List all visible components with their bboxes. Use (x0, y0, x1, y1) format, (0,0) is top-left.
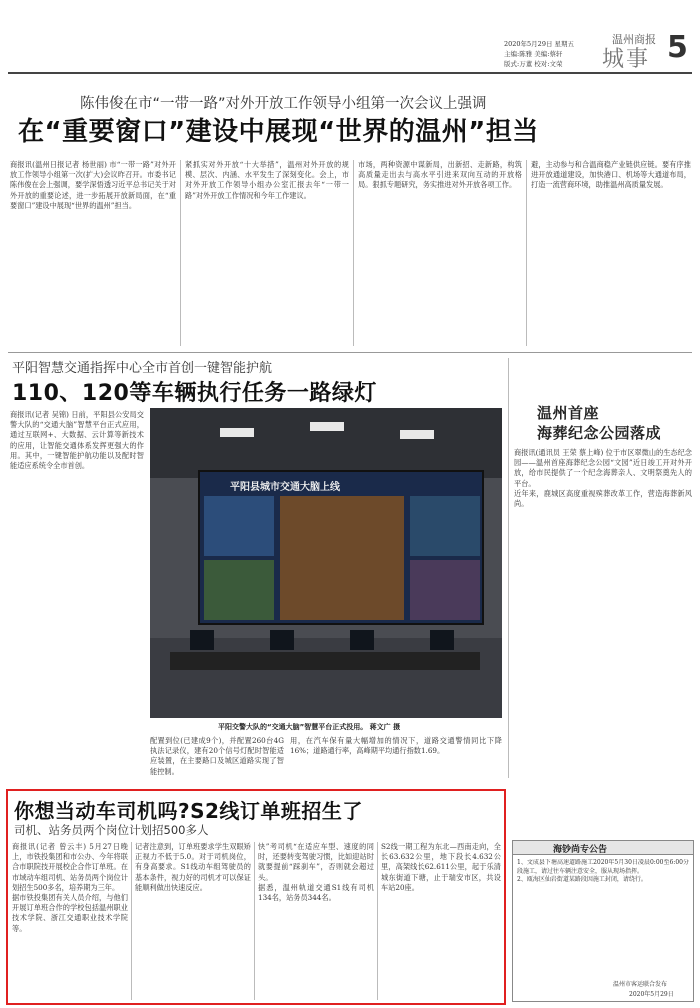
section-name: 城事 (602, 47, 651, 72)
traffic-kicker: 平阳智慧交通指挥中心全市首创一键智能护航 (12, 361, 273, 376)
s2-column-3: 快”考司机“在适应车型、速度的同时，还要转变驾驶习惯，比如迎站时就要提前“踩刹车”，否则就会超过头。 据悉，温州轨道交通S1线有司机134名，站务员344名。 (258, 842, 374, 903)
column-rule (353, 160, 354, 346)
memorial-body: 商报讯(通讯员 王荣 蔡上峰) 位于市区翠微山的生态纪念园——温州首座海葬纪念公园“文园”近日竣工开对外开放，给市民提供了一个纪念海葬亲人、文明祭奠先人的平台。 近年来，鹿城区高度重视殡葬改革工作，营造海葬新风尚。 (514, 448, 692, 509)
ceiling (150, 408, 502, 478)
column-rule (254, 842, 255, 1000)
s2-subhead: 司机、站务员两个岗位计划招500多人 (14, 823, 209, 837)
s2-column-4: S2线一期工程为东北—西南走向，全长63.632公里，地下段长4.632公里，高架线长62.611公里，起于乐清城东街道下塘，止于瑞安市区，共设车站20座。 (381, 842, 501, 892)
operator-desks (150, 638, 502, 718)
memorial-headline: 海葬纪念公园落成 (537, 424, 662, 442)
column-rule (508, 358, 509, 778)
column-rule (180, 160, 181, 346)
s2-column-2: 记者注意到，订单班要求学生双眼矫正视力不低于5.0。对于司机岗位，有身高要求。S1线动车组驾驶员的基本条件，视力好的司机才可以保证能顺利做出快速反应。 (135, 842, 251, 892)
column-rule (526, 160, 527, 346)
traffic-photo (150, 408, 502, 718)
section-rule (8, 352, 692, 353)
lead-kicker: 陈伟俊在市“一带一路”对外开放工作领导小组第一次会议上强调 (80, 96, 487, 112)
proof-line: 版式:万董 校对:文荣 (504, 60, 563, 68)
lead-headline: 在“重要窗口”建设中展现“世界的温州”担当 (18, 117, 539, 147)
paper-name: 温州商报 (612, 33, 656, 46)
screen-title: 平阳县城市交通大脑上线 (230, 482, 340, 493)
notice-org: 温州市客运联合发布 (613, 981, 668, 988)
lead-column-4: 避，主动参与和合温商稳产业链供应链。要有序推进开放通道建设，加快港口、机场等大通道布局，打造一流营商环境，助推温州高质量发展。 (531, 160, 691, 190)
traffic-column-3: 用，在汽车保有量大幅增加的情况下，道路交通警情同比下降16%；道路通行率，高峰期平均通行指数1.69。 (290, 736, 502, 756)
notice-box (512, 840, 694, 1002)
notice-text: 1、文成县下塘高速道路施工2020年5月30日凌晨0:00至6:00分段施工，请过往车辆注意安全，服从现场指挥。 2、瓯海区仙岩街道某路段因施工封闭，请绕行。 (517, 859, 689, 884)
lead-column-2: 紧抓实对外开放“十大举措”，温州对外开放的规模、层次、内涵、水平发生了深刻变化。会上，市对外开放工作领导小组办公室汇报去年“一带一路”对外开放工作情况和今年工作建议。 (185, 160, 349, 200)
editor-line: 主编:陈雅 美编:蔡轩 (504, 50, 563, 58)
memorial-kicker: 温州首座 (537, 404, 600, 422)
page-number: 5 (667, 30, 688, 65)
traffic-column-2: 配置到位(已建成9个)，并配置260台4G执法记录仪，建有20个信号灯配时智能适应装置，在主要路口及城区道路实现了智能控制。 (150, 736, 284, 776)
s2-column-1: 商报讯(记者 曾云丰) 5月27日晚上，市铁投集团和市公办、今年将联合市职院技开展校企合作订单班。在市域动车组司机、站务员两个岗位计划招生500多名，培养期为三年。 据市铁投集团有关人员介绍，与他们开展订单班合作的学校包括温州职业技术学院、浙江交通职业技术学院等。 (12, 842, 128, 933)
column-rule (131, 842, 132, 1000)
video-wall (198, 470, 484, 625)
traffic-column-1: 商报讯(记者 吴锦) 日前，平阳县公安局交警大队的“交通大脑”智慧平台正式应用，通过互联网+、大数据、云计算等新技术的应用，让智能交通体系发挥更强大的作用。其中，一键智能护航功能以及配时智能适应系统令全市首创。 (10, 410, 144, 471)
traffic-headline: 110、120等车辆执行任务一路绿灯 (12, 381, 377, 406)
lead-column-3: 市场，两种资源中谋新局，出新招、走新路，构筑高质量走出去与高水平引进来双向互动的开放格局。狠抓专题研究，务实推进对外开放各项工作。 (358, 160, 522, 190)
lead-column-1: 商报讯(温州日报记者 杨世丽) 市“一带一路”对外开放工作领导小组第一次(扩大)会议昨召开。市委书记陈伟俊在会上强调，要学深悟透习近平总书记关于对外开放的重要论述，进一步拓展开放新局面，在“重要窗口”建设中展现“世界的温州”担当。 (10, 160, 176, 210)
masthead-rule (8, 72, 692, 74)
notice-date: 2020年5月29日 (629, 991, 674, 998)
photo-caption: 平阳交警大队的“交通大脑”智慧平台正式投用。 蒋文广 摄 (218, 723, 401, 731)
notice-title: 海钞尚专公告 (553, 845, 608, 855)
date-line: 2020年5月29日 星期五 (504, 40, 575, 48)
s2-headline: 你想当动车司机吗?S2线订单班招生了 (14, 799, 363, 823)
column-rule (377, 842, 378, 1000)
